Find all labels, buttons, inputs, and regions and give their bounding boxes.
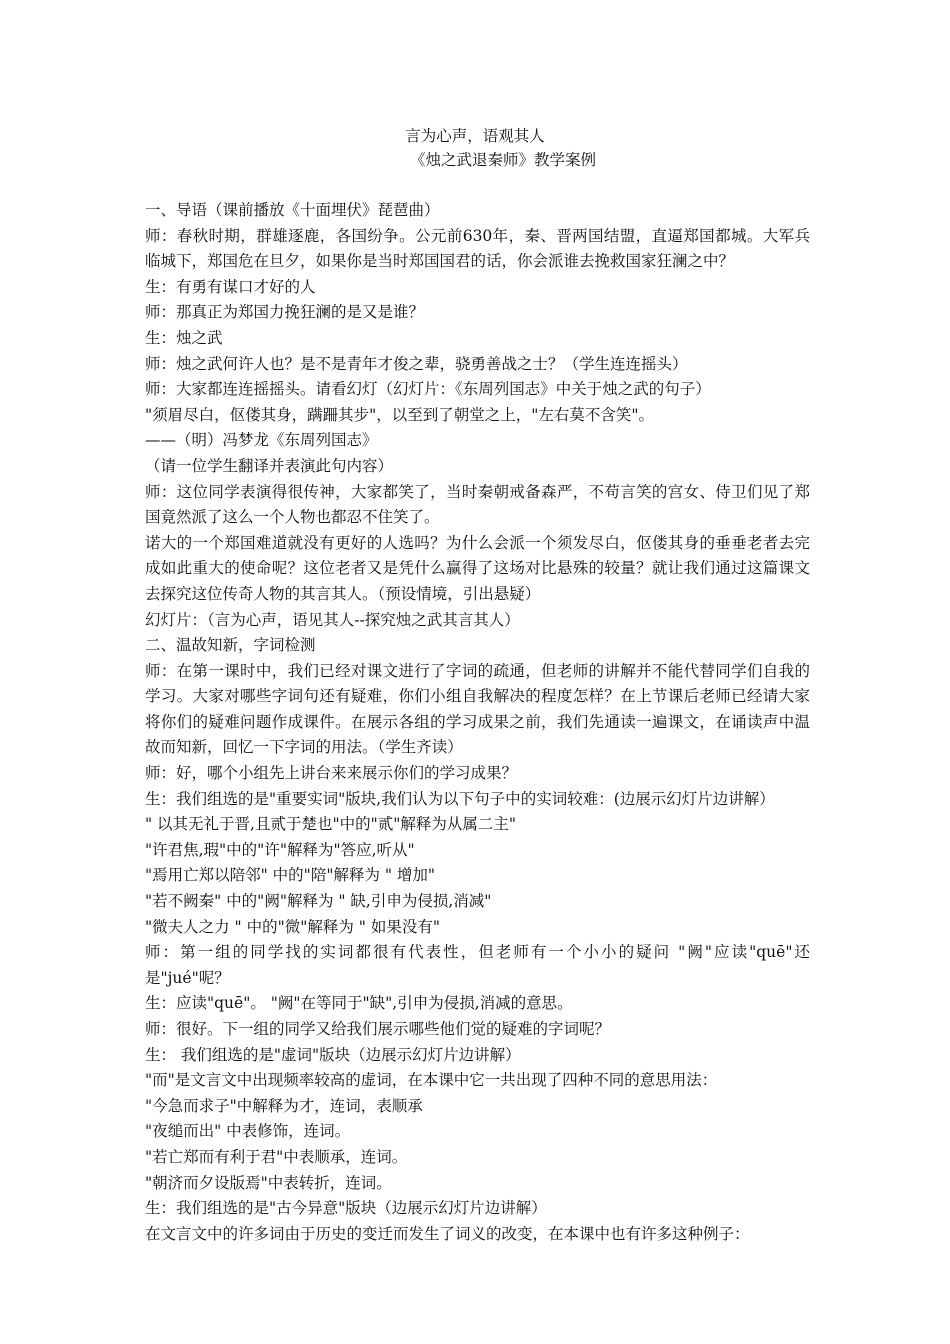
paragraph: 在文言文中的许多词由于历史的变迁而发生了词义的改变，在本课中也有许多这种例子： (145, 1224, 750, 1243)
paragraph: "而"是文言文中出现频率较高的虚词，在本课中它一共出现了四种不同的意思用法： (145, 1071, 718, 1090)
paragraph: 师：在第一课时中，我们已经对课文进行了字词的疏通，但老师的讲解并不能代替同学们自我的学习。大家对哪些字词句还有疑难，你们小组自我解决的程度怎样？在上节课后老师已经请大家将你们的疑难问题作成课件。在展示各组的学习成果之前，我们先通读一遍课文，在诵读声中温故而知新，回忆一下字词的用法。（学生齐读） (145, 661, 810, 757)
paragraph: 二、温故知新，字词检测 (145, 636, 316, 655)
paragraph: 生：烛之武 (145, 328, 223, 347)
paragraph: 生： 我们组选的是"虚词"版块（边展示幻灯片边讲解） (145, 1045, 521, 1064)
paragraph: 生：我们组选的是"古今异意"版块（边展示幻灯片边讲解） (145, 1199, 547, 1218)
paragraph: "若不阙秦" 中的"阙"解释为 " 缺,引申为侵损,消减" (145, 892, 492, 911)
paragraph: 师：大家都连连摇摇头。请看幻灯（幻灯片：《东周列国志》中关于烛之武的句子） (145, 380, 711, 399)
paragraph: 师：第一组的同学找的实词都很有代表性，但老师有一个小小的疑问 "阙"应读"quē"还是"jué"呢？ (145, 943, 810, 987)
paragraph: " 以其无礼于晋,且贰于楚也"中的"贰"解释为从属二主" (145, 815, 517, 834)
paragraph: 师：好，哪个小组先上讲台来来展示你们的学习成果？ (145, 764, 518, 783)
paragraph: 师：很好。下一组的同学又给我们展示哪些他们觉的疑难的字词呢？ (145, 1020, 611, 1038)
paragraph: 幻灯片：（言为心声，语见其人--探究烛之武其言其人） (145, 610, 520, 629)
paragraph: 诺大的一个郑国难道就没有更好的人选吗？为什么会派一个须发尽白，伛偻其身的垂垂老者去完成如此重大的使命呢？这位老者又是凭什么赢得了这场对比悬殊的较量？就让我们通过这篇课文去探究这位传奇人物的其言其人。（预设情境，引出悬疑） (145, 533, 810, 603)
paragraph: "若亡郑而有利于君"中表顺承，连词。 (145, 1147, 408, 1166)
paragraph: （请一位学生翻译并表演此句内容） (145, 456, 394, 475)
paragraph: "许君焦,瑕"中的"许"解释为"答应,听从" (145, 840, 415, 859)
paragraph: ——（明）冯梦龙《东周列国志》 (145, 431, 378, 450)
paragraph: 生：应读"quē"。 "阙"在等同于"缺",引申为侵损,消减的意思。 (145, 994, 573, 1013)
paragraph: "焉用亡郑以陪邻" 中的"陪"解释为 " 增加" (145, 866, 436, 885)
paragraph: 师：烛之武何许人也？是不是青年才俊之辈，骁勇善战之士？（学生连连摇头） (145, 354, 688, 373)
paragraph: "须眉尽白，伛偻其身，蹒跚其步"，以至到了朝堂之上，"左右莫不含笑"。 (145, 405, 655, 424)
paragraph: "夜缒而出" 中表修饰，连词。 (145, 1122, 351, 1141)
paragraph: "朝济而夕设版焉"中表转折，连词。 (145, 1173, 392, 1192)
paragraph: 师：那真正为郑国力挽狂澜的是又是谁？ (145, 303, 425, 322)
paragraph: 师：春秋时期，群雄逐鹿，各国纷争。公元前630年，秦、晋两国结盟，直逼郑国都城。大军兵临城下，郑国危在旦夕，如果你是当时郑国国君的话，你会派谁去挽救国家狂澜之中？ (145, 226, 810, 271)
document-subtitle: 《烛之武退秦师》教学案例 (410, 151, 597, 169)
document-body (145, 198, 810, 1247)
paragraph: 生：我们组选的是"重要实词"版块,我们认为以下句子中的实词较难：(边展示幻灯片边讲解） (145, 789, 775, 808)
document-title: 言为心声，语观其人 (405, 127, 545, 145)
paragraph: 师：这位同学表演得很传神，大家都笑了，当时秦朝戒备森严，不苟言笑的宫女、侍卫们见了郑国竟然派了这么一个人物也都忍不住笑了。 (145, 482, 810, 527)
paragraph: "今急而求子"中解释为才，连词，表顺承 (145, 1096, 423, 1115)
paragraph: 一、导语（课前播放《十面埋伏》琵琶曲） (145, 201, 440, 219)
title-block (0, 124, 950, 172)
paragraph: 生：有勇有谋口才好的人 (145, 277, 316, 296)
paragraph: "微夫人之力 " 中的"微"解释为 " 如果没有" (145, 917, 440, 936)
